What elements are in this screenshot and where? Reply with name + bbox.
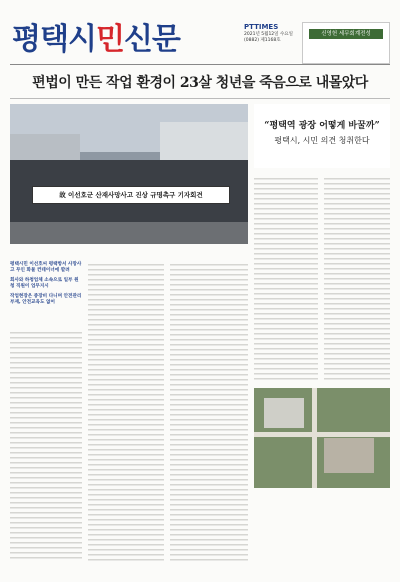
masthead <box>0 0 400 66</box>
logo-accent: 민 <box>95 22 124 57</box>
aerial-photo-caption <box>254 490 390 496</box>
aerial-building-2 <box>324 438 374 473</box>
advertisement[interactable] <box>302 22 390 64</box>
photo-ground <box>10 222 248 244</box>
subhead-3: 작업현장은 중장비 다니며 안전관리 부재, 안전교육도 없어 <box>10 294 82 305</box>
issue-date: 2021년 5월12일 수요일 <box>244 32 293 37</box>
issue-number: (0882) 제1168호 <box>244 38 281 43</box>
aerial-road-vertical <box>312 388 317 488</box>
issue-info <box>244 32 293 44</box>
aerial-photo <box>254 388 390 488</box>
photo-caption <box>10 246 248 252</box>
aerial-road-horizontal <box>254 432 390 437</box>
subhead-2: 회사와 하청업체 소속으로 일부 원청 직원이 업무지시 <box>10 278 79 289</box>
headline-divider <box>10 98 390 99</box>
logo-part-2: 신문 <box>123 22 180 57</box>
article-body-column-1 <box>88 262 164 562</box>
related-article-title: “평택역 광장 어떻게 바꿀까” <box>264 121 380 131</box>
main-headline[interactable]: 편법이 만든 작업 환경이 23살 청년을 죽음으로 내몰았다 <box>32 75 368 91</box>
protest-banner: 故 이선호군 산재사망사고 진상 규명촉구 기자회견 <box>32 186 230 204</box>
left-column-body <box>10 330 82 562</box>
brand-name: PTTIMES <box>244 23 279 31</box>
masthead-divider <box>10 64 390 65</box>
aerial-building-1 <box>264 398 304 428</box>
article-body-column-2 <box>170 262 248 562</box>
subhead-1: 평택시민 이선호씨 평택항서 사망사고 무인 화물 컨테이너에 깔려 <box>10 262 82 273</box>
sidebar-body-column-2 <box>324 176 390 382</box>
related-article-subtitle: 평택시, 시민 의견 청취한다 <box>274 136 370 145</box>
newspaper-logo <box>12 14 180 58</box>
related-article-box[interactable] <box>254 104 390 168</box>
ad-title: 신영헌 세무회계전성 <box>309 29 383 39</box>
press-conference-photo <box>10 104 248 244</box>
sidebar-body-column-1 <box>254 176 318 382</box>
logo-part-1: 평택시 <box>12 22 96 57</box>
article-left-column <box>10 262 82 310</box>
